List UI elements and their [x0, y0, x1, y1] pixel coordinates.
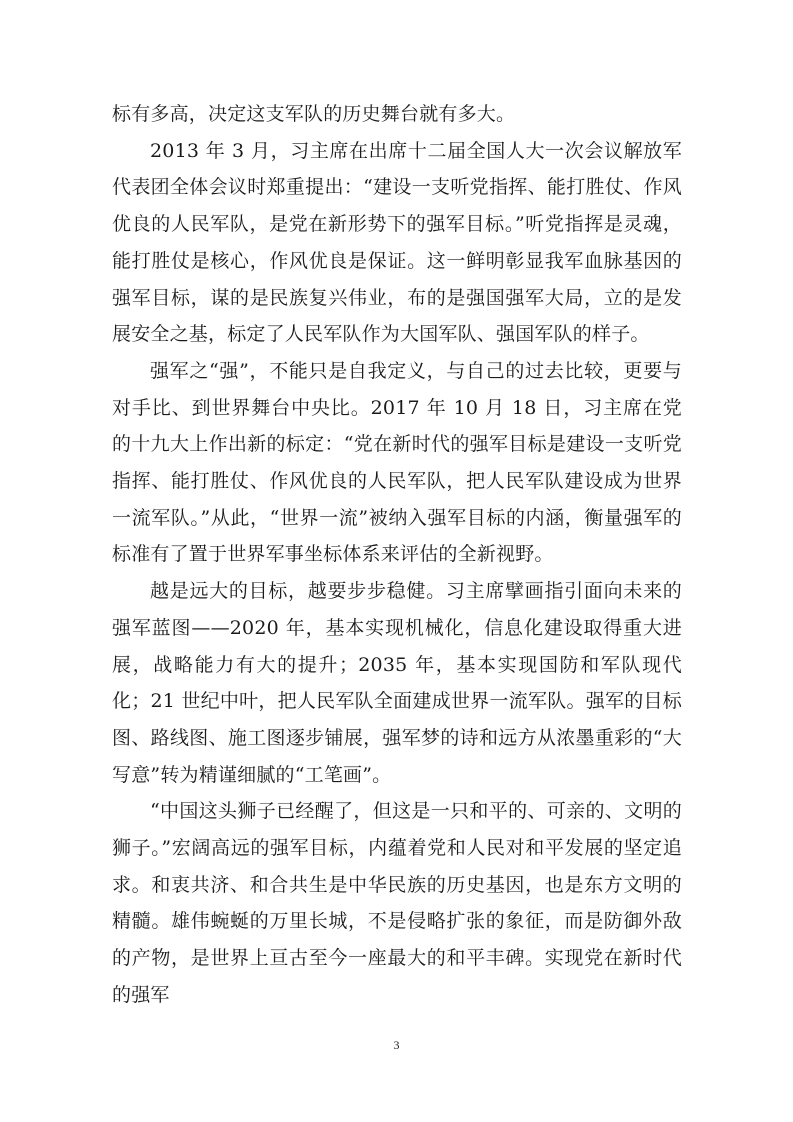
- paragraph-blueprint: 越是远大的目标，越要步步稳健。习主席擘画指引面向未来的强军蓝图——2020 年，基本实现机械化，信息化建设取得重大进展，战略能力有大的提升；2035 年，基本实现国防和军队现代化；21 世纪中叶，把人民军队全面建成世界一流军队。强军的目标图、路线图、施工图逐步铺展，强军梦的诗和远方从浓墨重彩的“大写意”转为精谨细腻的“工笔画”。: [112, 580, 682, 786]
- page-number: 3: [393, 1038, 400, 1052]
- paragraph-continuation: 标有多高，决定这支军队的历史舞台就有多大。: [112, 103, 516, 125]
- paragraph-2017-world-class: 强军之“强”，不能只是自我定义，与自己的过去比较，更要与对手比、到世界舞台中央比。2017 年 10 月 18 日，习主席在党的十九大上作出新的标定：“党在新时代的强军目标是建设一支听党指挥、能打胜仗、作风优良的人民军队，把人民军队建设成为世界一流军队。”从此，“世界一流”被纳入强军目标的内涵，衡量强军的标准有了置于世界军事坐标体系来评估的全新视野。: [112, 359, 682, 566]
- paragraph-peaceful-lion: “中国这头狮子已经醒了，但这是一只和平的、可亲的、文明的狮子。”宏阔高远的强军目标，内蕴着党和人民对和平发展的坚定追求。和衷共济、和合共生是中华民族的历史基因，也是东方文明的精髓。雄伟蜿蜒的万里长城，不是侵略扩张的象征，而是防御外敌的产物，是世界上亘古至今一座最大的和平丰碑。实现党在新时代的强军: [112, 800, 682, 1006]
- paragraph-2013-goal: 2013 年 3 月，习主席在出席十二届全国人大一次会议解放军代表团全体会议时郑重提出：“建设一支听党指挥、能打胜仗、作风优良的人民军队，是党在新形势下的强军目标。”听党指挥是灵魂，能打胜仗是核心，作风优良是保证。这一鲜明彰显我军血脉基因的强军目标，谋的是民族复兴伟业，布的是强国强军大局，立的是发展安全之基，标定了人民军队作为大国军队、强国军队的样子。: [112, 139, 682, 346]
- body-text: [112, 96, 682, 1014]
